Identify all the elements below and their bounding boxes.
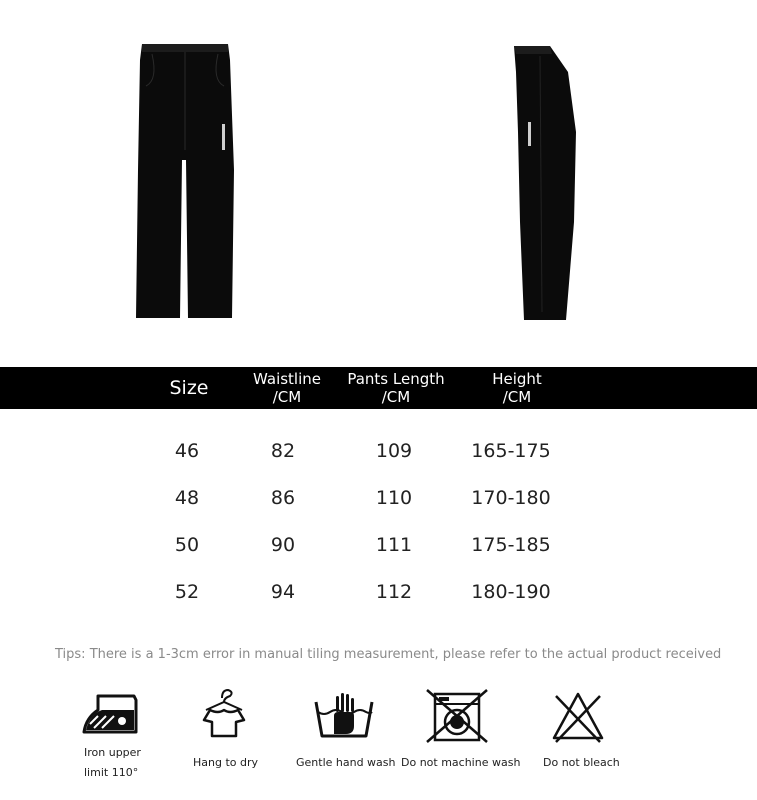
header-waistline (253, 367, 321, 409)
cell-size: 46 (174, 440, 200, 462)
cell-height: 165-175 (471, 440, 551, 462)
cell-size: 50 (174, 534, 200, 556)
table-row (0, 581, 757, 607)
table-row (0, 487, 757, 513)
header-size-label: Size (169, 377, 209, 399)
care-label-iron-line1: Iron upper (84, 746, 141, 759)
cell-pants-length: 109 (375, 440, 413, 462)
care-label-hand-wash: Gentle hand wash (296, 756, 396, 769)
table-row (0, 534, 757, 560)
header-height-unit: /CM (502, 388, 532, 406)
header-pants-length (347, 367, 444, 409)
iron-icon (80, 690, 144, 746)
header-height-label: Height (492, 370, 542, 388)
cell-waistline: 86 (270, 487, 296, 509)
header-pants-length-label: Pants Length (347, 370, 445, 388)
cell-size: 52 (174, 581, 200, 603)
care-label-no-bleach: Do not bleach (543, 756, 620, 769)
cell-pants-length: 112 (375, 581, 413, 603)
pants-side-image (510, 42, 590, 324)
header-pants-length-unit: /CM (381, 388, 411, 406)
hand-wash-icon (312, 690, 376, 746)
care-label-no-machine-wash: Do not machine wash (401, 756, 521, 769)
cell-waistline: 82 (270, 440, 296, 462)
care-label-hang-dry: Hang to dry (193, 756, 259, 769)
header-waistline-unit: /CM (272, 388, 302, 406)
cell-pants-length: 111 (375, 534, 413, 556)
measurement-tips: Tips: There is a 1-3cm error in manual tiling measurement, please refer to the actual product received (55, 647, 722, 662)
cell-height: 175-185 (471, 534, 551, 556)
cell-height: 180-190 (471, 581, 551, 603)
header-size (169, 367, 208, 409)
pants-front-image (132, 40, 238, 324)
cell-waistline: 90 (270, 534, 296, 556)
header-waistline-label: Waistline (253, 370, 321, 388)
cell-waistline: 94 (270, 581, 296, 603)
cell-pants-length: 110 (375, 487, 413, 509)
header-height (492, 367, 542, 409)
table-row (0, 440, 757, 466)
size-chart-header (0, 367, 757, 409)
no-bleach-icon (546, 690, 610, 746)
care-label-iron-line2: limit 110° (84, 766, 139, 779)
cell-size: 48 (174, 487, 200, 509)
cell-height: 170-180 (471, 487, 551, 509)
no-machine-wash-icon (425, 688, 489, 744)
hang-dry-icon (192, 686, 256, 742)
